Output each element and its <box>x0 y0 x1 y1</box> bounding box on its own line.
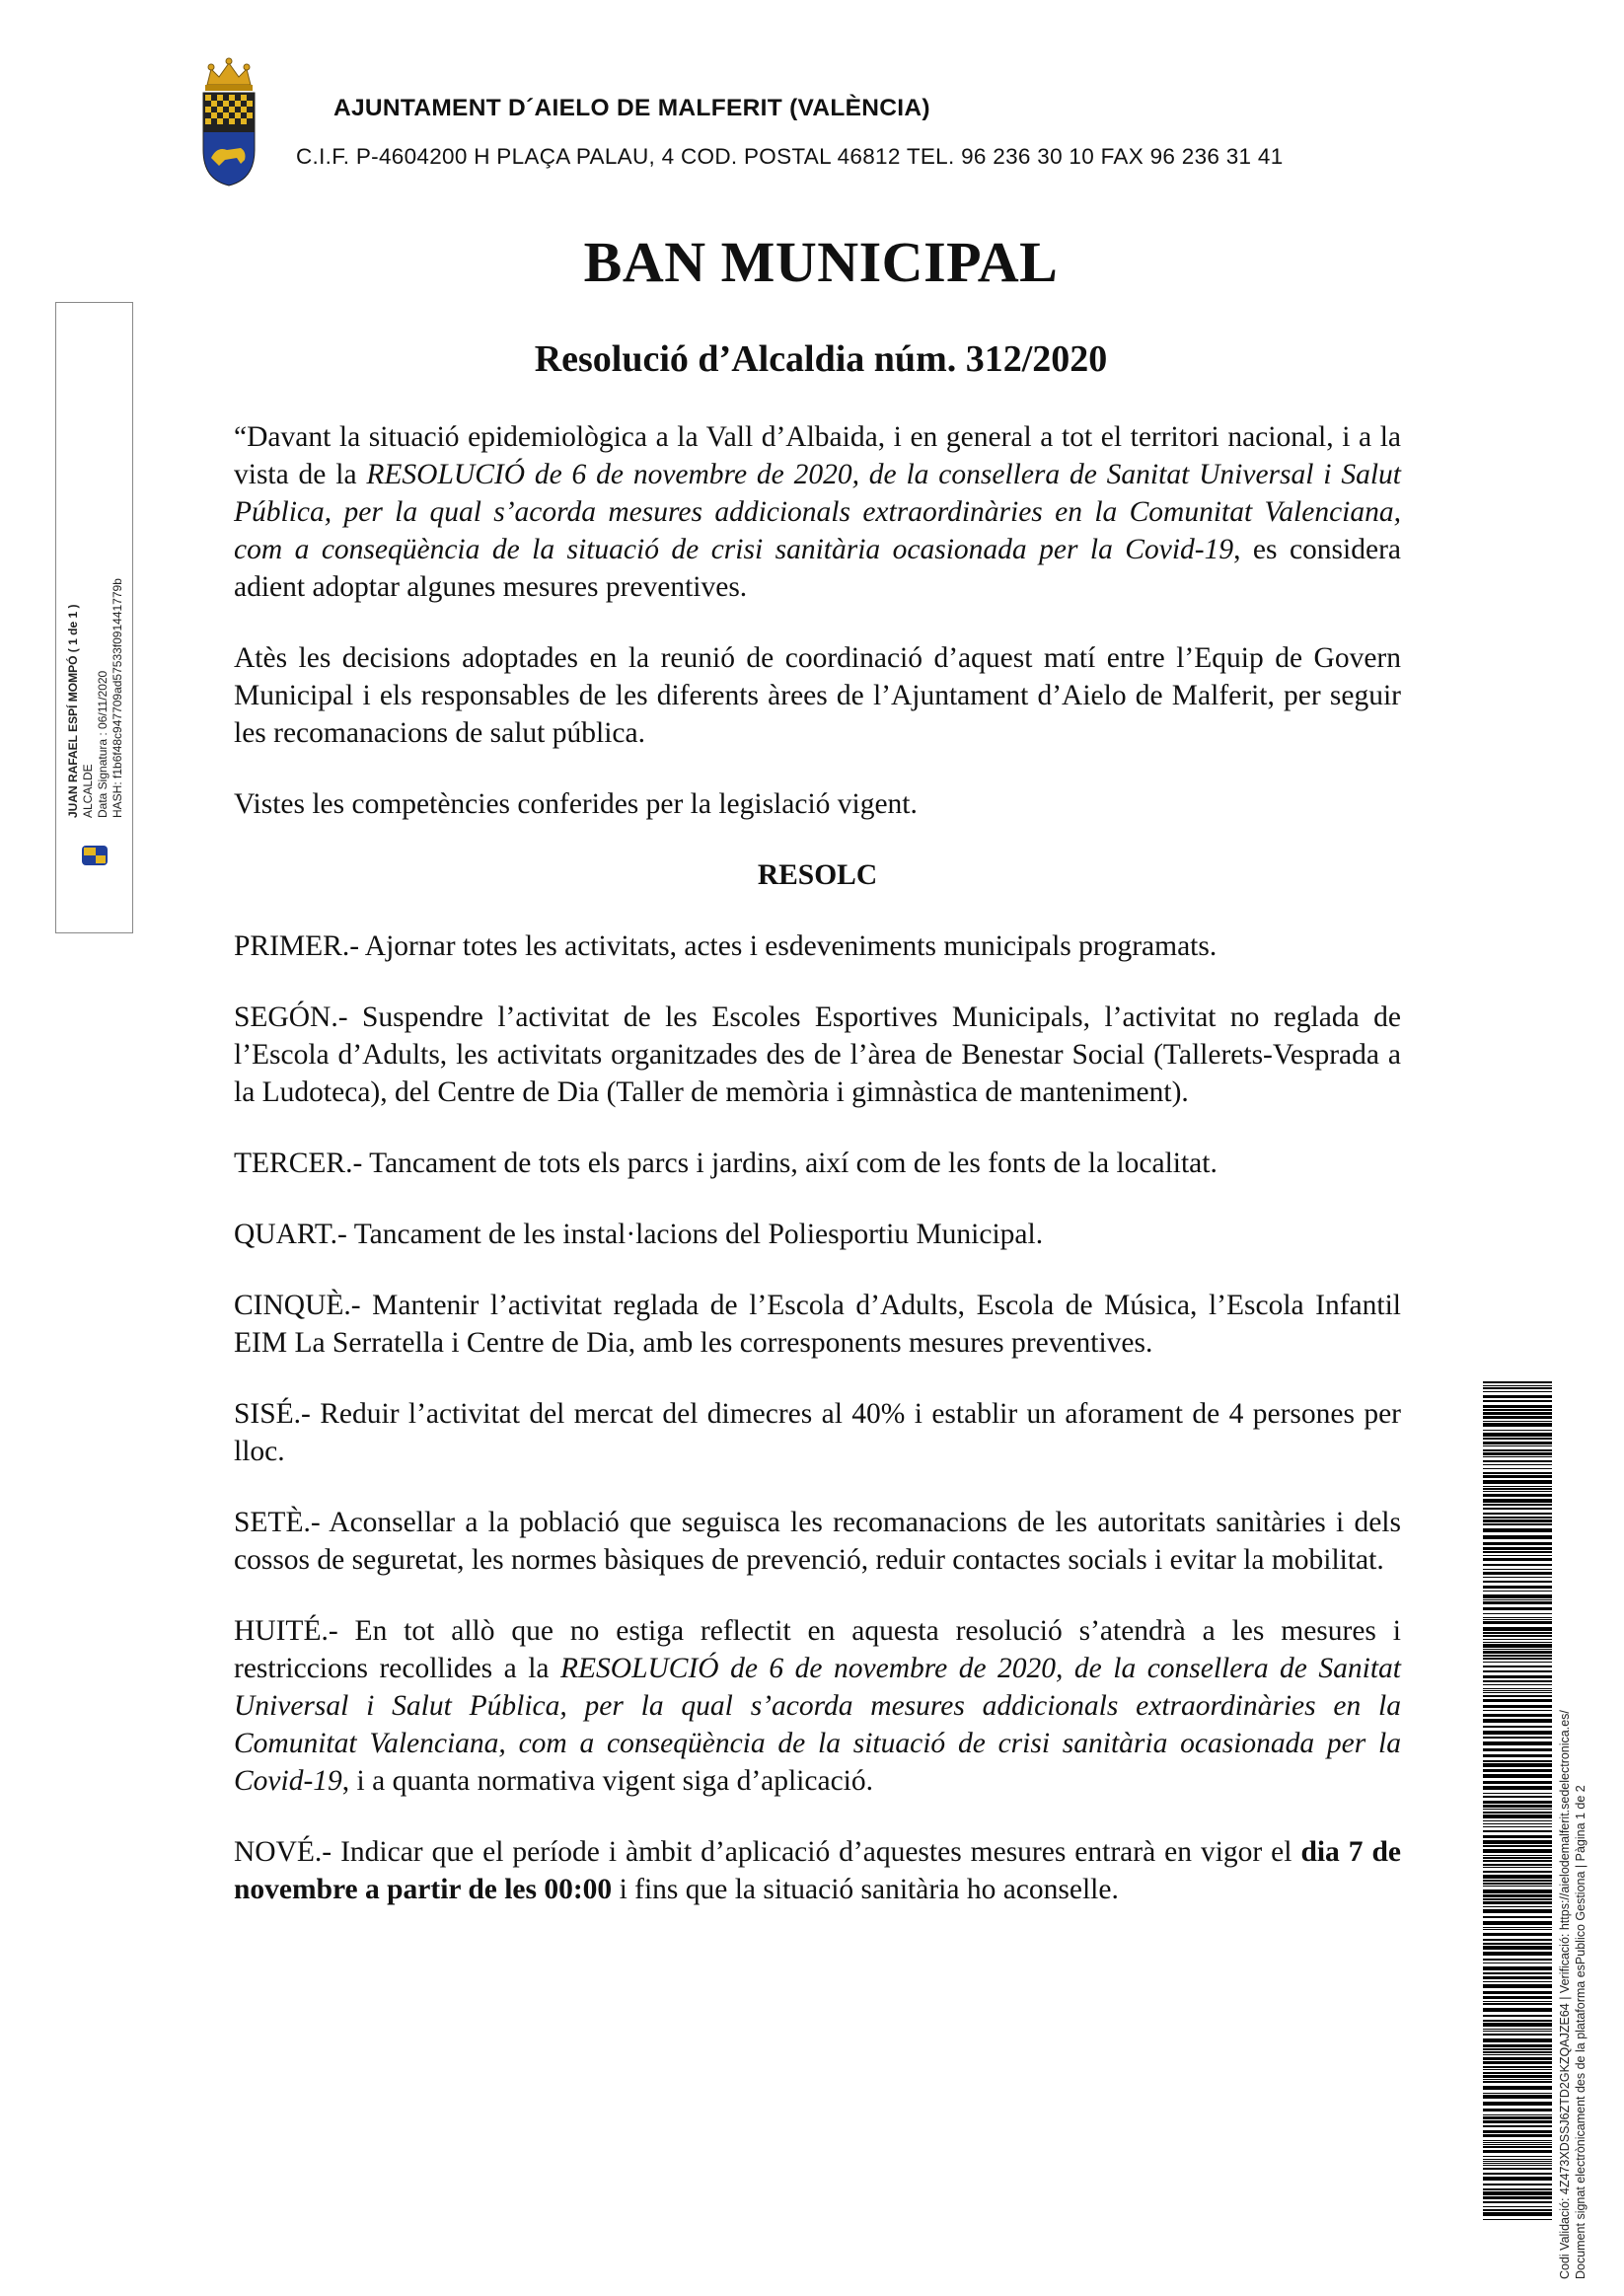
barcode-bar <box>1483 1460 1552 1462</box>
verification-text <box>1557 1391 1588 2279</box>
barcode-bar <box>1483 1421 1552 1422</box>
barcode-bar <box>1483 1639 1552 1640</box>
document-subtitle: Resolució d’Alcaldia núm. 312/2020 <box>534 338 1108 380</box>
barcode-bar <box>1483 2156 1552 2157</box>
barcode-bar <box>1483 1835 1552 1838</box>
verification-code: Codi Validació: 4Z473XDSSJ6ZTD2GKZQAJZE64 | Verificació: https://aielodemalferit.sedelectronica.es/ <box>1558 1710 1572 2279</box>
barcode-bar <box>1483 2212 1552 2216</box>
barcode-bar <box>1483 1781 1552 1784</box>
item-tercer: TERCER.- Tancament de tots els parcs i jardins, així com de les fonts de la localitat. <box>234 1148 1218 1179</box>
barcode-bar <box>1483 1699 1552 1702</box>
signature-hash: HASH: f1b6f48c947709ad57533f091441779b <box>111 578 124 818</box>
barcode-bar <box>1483 1871 1552 1873</box>
barcode-bar <box>1483 1412 1552 1415</box>
barcode-bar <box>1483 1517 1552 1518</box>
municipality-name: AJUNTAMENT D´AIELO DE MALFERIT (VALÈNCIA) <box>333 95 930 121</box>
verification-platform: Document signat electrònicament des de la plataforma esPublico Gestiona | Pàgina 1 de 2 <box>1574 1785 1587 2279</box>
barcode-bar <box>1483 2093 1552 2094</box>
signature-text <box>56 303 125 934</box>
barcode-bar <box>1483 2038 1552 2042</box>
barcode-bar <box>1483 2173 1552 2175</box>
barcode-bar <box>1483 1731 1552 1735</box>
document-title: BAN MUNICIPAL <box>583 230 1059 294</box>
barcode-bar <box>1483 1809 1552 1810</box>
barcode-bar <box>1483 1385 1552 1386</box>
barcode-bar <box>1483 1760 1552 1762</box>
barcode-bar <box>1483 2086 1552 2090</box>
barcode-bar <box>1483 1849 1552 1853</box>
barcode-bar <box>1483 1423 1552 1427</box>
item-primer: PRIMER.- Ajornar totes les activitats, actes i esdeveniments municipals programats. <box>234 930 1218 962</box>
resolc-heading: RESOLC <box>757 859 878 891</box>
barcode-bar <box>1483 2125 1552 2127</box>
barcode-bar <box>1483 1972 1552 1974</box>
barcode-bar <box>1483 2184 1552 2185</box>
barcode-bar <box>1483 1651 1552 1654</box>
barcode-bar <box>1483 1400 1552 1402</box>
barcode-bar <box>1483 1627 1552 1631</box>
barcode-bar <box>1483 1894 1552 1897</box>
barcode-bar <box>1483 1480 1552 1484</box>
barcode-bar <box>1483 2196 1552 2199</box>
barcode-bar <box>1483 1601 1552 1604</box>
barcode-bar <box>1483 2072 1552 2074</box>
signature-box <box>55 302 133 933</box>
barcode-bar <box>1483 1812 1552 1814</box>
barcode-bar <box>1483 1381 1552 1383</box>
barcode-bar <box>1483 2209 1552 2211</box>
barcode-bar <box>1483 1769 1552 1772</box>
barcode-bar <box>1483 2048 1552 2050</box>
paragraph-intro: “Davant la situació epidemiològica a la Vall d’Albaida, i en general a tot el territori nacional, i a la vista de la RESOLUCIÓ de 6 de novembre de 2020, de la consellera de Sanitat Universal i Salut Pública, per la qual s’acorda mesures addicionals extraordinàries en la Comunitat Valenciana, com a conseqüència de la situació de crisi sanitària ocasionada per la Covid-19, es considera adient adoptar algunes mesures preventives. <box>234 421 1401 603</box>
barcode-bar <box>1483 1763 1552 1767</box>
barcode-bar <box>1483 1488 1552 1490</box>
barcode-bar <box>1483 1688 1552 1689</box>
barcode-bar <box>1483 2081 1552 2083</box>
barcode-bar <box>1483 1906 1552 1907</box>
barcode-bar <box>1483 1737 1552 1739</box>
barcode-bar <box>1483 1823 1552 1824</box>
barcode-bar <box>1483 1692 1552 1693</box>
barcode-bar <box>1483 1826 1552 1827</box>
barcode-bar <box>1483 1946 1552 1950</box>
barcode-bar <box>1483 1642 1552 1643</box>
barcode-bar <box>1483 1889 1552 1893</box>
barcode-bar <box>1483 1690 1552 1691</box>
barcode-bar <box>1483 1635 1552 1637</box>
barcode-bar <box>1483 1528 1552 1532</box>
barcode-bar <box>1483 1714 1552 1717</box>
barcode-bar <box>1483 1741 1552 1745</box>
barcode-bar <box>1483 1840 1552 1844</box>
item-sise: SISÉ.- Reduir l’activitat del mercat del dimecres al 40% i establir un aforament de 4 persones per lloc. <box>234 1398 1401 1467</box>
barcode-bar <box>1483 2069 1552 2070</box>
barcode-bar <box>1483 2188 1552 2190</box>
barcode-bar <box>1483 1916 1552 1918</box>
barcode-bar <box>1483 1875 1552 1879</box>
barcode-bar <box>1483 1409 1552 1411</box>
barcode-bar <box>1483 1820 1552 1821</box>
signer-name: JUAN RAFAEL ESPÍ MOMPÓ ( 1 de 1 ) <box>66 604 80 818</box>
barcode-bar <box>1483 2140 1552 2141</box>
barcode-bar <box>1483 2134 1552 2137</box>
barcode-bar <box>1483 2163 1552 2164</box>
barcode-bar <box>1483 2142 1552 2143</box>
barcode-bar <box>1483 1901 1552 1904</box>
barcode-bar <box>1483 2146 1552 2148</box>
barcode-bar <box>1483 1666 1552 1667</box>
barcode-bar <box>1483 2165 1552 2166</box>
barcode-bar <box>1483 2008 1552 2012</box>
barcode-bar <box>1483 1921 1552 1925</box>
barcode-bar <box>1483 1555 1552 1556</box>
barcode-bar <box>1483 2079 1552 2080</box>
barcode-bar <box>1483 1670 1552 1672</box>
barcode-bar <box>1483 2020 1552 2022</box>
barcode-bar <box>1483 1883 1552 1885</box>
barcode-bar <box>1483 1599 1552 1600</box>
paragraph-considerations: Atès les decisions adoptades en la reunió de coordinació d’aquest matí entre l’Equip de Govern Municipal i els responsables de les diferents àrees de l’Ajuntament d’Aielo de Malferit, per seguir les recomanacions de salut pública. <box>234 642 1401 749</box>
barcode-bar <box>1483 1387 1552 1389</box>
barcode-bar <box>1483 1981 1552 1982</box>
mini-crest-icon <box>80 844 110 867</box>
barcode-bar <box>1483 1433 1552 1437</box>
barcode-bar <box>1483 1719 1552 1723</box>
barcode-bar <box>1483 1542 1552 1545</box>
barcode-bar <box>1483 1442 1552 1444</box>
barcode-bar <box>1483 1984 1552 1988</box>
barcode-bar <box>1483 1475 1552 1478</box>
barcode-bar <box>1483 1464 1552 1465</box>
barcode-bar <box>1483 2114 1552 2115</box>
barcode-bar <box>1483 1391 1552 1392</box>
barcode-bar <box>1483 1456 1552 1457</box>
barcode-bar <box>1483 2150 1552 2153</box>
barcode-bar <box>1483 1959 1552 1961</box>
barcode-bar <box>1483 1632 1552 1634</box>
barcode-bar <box>1483 1976 1552 1979</box>
barcode-bar <box>1483 1607 1552 1610</box>
barcode-bar <box>1483 1508 1552 1510</box>
barcode-bar <box>1483 1909 1552 1913</box>
barcode-bar <box>1483 2109 1552 2111</box>
barcode-bar <box>1483 1662 1552 1663</box>
barcode-bar <box>1483 1991 1552 1994</box>
barcode-bar <box>1483 2144 1552 2145</box>
barcode-bar <box>1483 2130 1552 2133</box>
barcode-bar <box>1483 1857 1552 1859</box>
barcode-bar <box>1483 1558 1552 1561</box>
document-body <box>234 418 1401 1942</box>
barcode-bar <box>1483 1504 1552 1506</box>
barcode-bar <box>1483 1815 1552 1818</box>
barcode-bar <box>1483 1786 1552 1790</box>
paragraph-competencies: Vistes les competències conferides per la legislació vigent. <box>234 788 918 820</box>
barcode-bar <box>1483 1613 1552 1614</box>
barcode-bar <box>1483 1845 1552 1847</box>
barcode-bar <box>1483 1726 1552 1728</box>
barcode-bar <box>1483 2168 1552 2170</box>
barcode-bar <box>1483 2075 1552 2078</box>
barcode-bar <box>1483 2219 1552 2220</box>
signature-date: Data Signatura : 06/11/2020 <box>96 670 110 818</box>
barcode-bar <box>1483 1929 1552 1930</box>
barcode-bar <box>1483 2095 1552 2099</box>
barcode-bar <box>1483 1547 1552 1550</box>
barcode-bar <box>1483 1644 1552 1648</box>
barcode-bar <box>1483 2015 1552 2017</box>
barcode-bar <box>1483 2054 1552 2055</box>
barcode-bar <box>1483 1621 1552 1624</box>
barcode-bar <box>1483 1748 1552 1751</box>
item-cinque: CINQUÈ.- Mantenir l’activitat reglada de l’Escola d’Adults, Escola de Música, l’Escola Infantil EIM La Serratella i Centre de Dia, amb les corresponents mesures preventives. <box>234 1290 1401 1359</box>
barcode-bar <box>1483 1617 1552 1618</box>
barcode-bar <box>1483 1655 1552 1657</box>
barcode-bar <box>1483 2161 1552 2162</box>
barcode-bar <box>1483 1486 1552 1487</box>
barcode-bar <box>1483 1494 1552 1497</box>
barcode-bar <box>1483 1586 1552 1589</box>
item-sete: SETÈ.- Aconsellar a la població que seguisca les recomanacions de les autoritats sanitàries i dels cossos de seguretat, les normes bàsiques de prevenció, reduir contactes socials i evitar la mobilitat. <box>234 1507 1401 1576</box>
barcode-bar <box>1483 2029 1552 2030</box>
barcode-bar <box>1483 1939 1552 1941</box>
barcode-bar <box>1483 2061 1552 2064</box>
barcode-bar <box>1483 1395 1552 1398</box>
barcode-bar <box>1483 1468 1552 1469</box>
barcode-bar <box>1483 1452 1552 1455</box>
barcode-bar <box>1483 1416 1552 1419</box>
municipal-crest-logo <box>197 55 260 187</box>
barcode-bar <box>1483 2116 1552 2119</box>
barcode-bar <box>1483 2206 1552 2207</box>
barcode-bar <box>1483 1577 1552 1578</box>
barcode-bar <box>1483 1966 1552 1970</box>
barcode-bar <box>1483 2051 1552 2053</box>
barcode-bar <box>1483 2044 1552 2047</box>
barcode-bar <box>1483 1649 1552 1650</box>
barcode-bar <box>1483 1830 1552 1832</box>
barcode-bar <box>1483 2034 1552 2036</box>
barcode-bar <box>1483 1499 1552 1503</box>
barcode-bar <box>1483 1793 1552 1794</box>
barcode-bar <box>1483 2177 1552 2181</box>
barcode-bar <box>1483 1695 1552 1697</box>
barcode-bar <box>1483 1491 1552 1492</box>
barcode-bar <box>1483 2102 1552 2106</box>
barcode-bar <box>1483 2031 1552 2032</box>
barcode-bar <box>1483 2003 1552 2005</box>
barcode-bar <box>1483 1952 1552 1956</box>
barcode-bar <box>1483 1855 1552 1856</box>
item-nove: NOVÉ.- Indicar que el període i àmbit d’aplicació d’aquestes mesures entrarà en vigor el dia 7 de novembre a partir de les 00:00 i fins que la situació sanitària ho aconselle. <box>234 1836 1401 1905</box>
barcode-bar <box>1483 1430 1552 1431</box>
barcode-bar <box>1483 1551 1552 1553</box>
barcode-bar <box>1483 1564 1552 1566</box>
barcode-bar <box>1483 1864 1552 1866</box>
barcode-bar <box>1483 1445 1552 1446</box>
barcode-bar <box>1483 1658 1552 1660</box>
barcode-bar <box>1483 1472 1552 1474</box>
signer-role: ALCALDE <box>81 764 95 818</box>
barcode-bar <box>1483 1680 1552 1682</box>
barcode-bar <box>1483 1943 1552 1945</box>
barcode-bar <box>1483 1754 1552 1757</box>
barcode-bar <box>1483 1523 1552 1525</box>
barcode-bar <box>1483 1933 1552 1936</box>
barcode-bar <box>1483 1805 1552 1808</box>
validation-barcode <box>1483 1381 1552 2220</box>
barcode-bar <box>1483 2120 1552 2123</box>
barcode-bar <box>1483 2201 1552 2203</box>
barcode-bar <box>1483 1535 1552 1539</box>
municipality-contact: C.I.F. P-4604200 H PLAÇA PALAU, 4 COD. POSTAL 46812 TEL. 96 236 30 10 FAX 96 236 31 41 <box>296 144 1284 169</box>
barcode-bar <box>1483 2023 1552 2027</box>
barcode-bar <box>1483 1581 1552 1583</box>
item-sego: SEGÓN.- Suspendre l’activitat de les Escoles Esportives Municipals, l’activitat no reglada de l’Escola d’Adults, les activitats organitzades des de l’àrea de Benestar Social (Tallerets-Vesprada a la Ludoteca), del Centre de Dia (Taller de memòria i gimnàstica de manteniment). <box>234 1001 1401 1108</box>
barcode-bar <box>1483 1710 1552 1711</box>
barcode-bar <box>1483 1619 1552 1620</box>
barcode-bar <box>1483 1801 1552 1804</box>
barcode-bar <box>1483 1996 1552 1999</box>
item-huite: HUITÉ.- En tot allò que no estiga reflectit en aquesta resolució s’atendrà a les mesures i restriccions recollides a la RESOLUCIÓ de 6 de novembre de 2020, de la consellera de Sanitat Universal i Salut Pública, per la qual s’acorda mesures addicionals extraordinàries en la Comunitat Valenciana, com a conseqüència de la situació de crisi sanitària ocasionada per la Covid-19, i a quanta normativa vigent siga d’aplicació. <box>234 1615 1401 1797</box>
barcode-bar <box>1483 1684 1552 1685</box>
barcode-bar <box>1483 1675 1552 1678</box>
barcode-bar <box>1483 1880 1552 1882</box>
barcode-bar <box>1483 2057 1552 2060</box>
barcode-bar <box>1483 2159 1552 2160</box>
barcode-bar <box>1483 1519 1552 1522</box>
barcode-bar <box>1483 2066 1552 2068</box>
barcode-bar <box>1483 1796 1552 1798</box>
barcode-bar <box>1483 1927 1552 1928</box>
barcode-bar <box>1483 1513 1552 1515</box>
barcode-bar <box>1483 1569 1552 1570</box>
barcode-bar <box>1483 1594 1552 1598</box>
barcode-bar <box>1483 1438 1552 1440</box>
item-quart: QUART.- Tancament de les instal·lacions del Poliesportiu Municipal. <box>234 1219 1044 1250</box>
barcode-bar <box>1483 2191 1552 2195</box>
barcode-bar <box>1483 1572 1552 1575</box>
barcode-bar <box>1483 1449 1552 1451</box>
barcode-bar <box>1483 1591 1552 1592</box>
barcode-bar <box>1483 2001 1552 2002</box>
barcode-bar <box>1483 1405 1552 1408</box>
barcode-bar <box>1483 1886 1552 1887</box>
barcode-bar <box>1483 1898 1552 1900</box>
barcode-bar <box>1483 1705 1552 1708</box>
barcode-bar <box>1483 1860 1552 1862</box>
barcode-bar <box>1483 1867 1552 1868</box>
barcode-bar <box>1483 1774 1552 1778</box>
